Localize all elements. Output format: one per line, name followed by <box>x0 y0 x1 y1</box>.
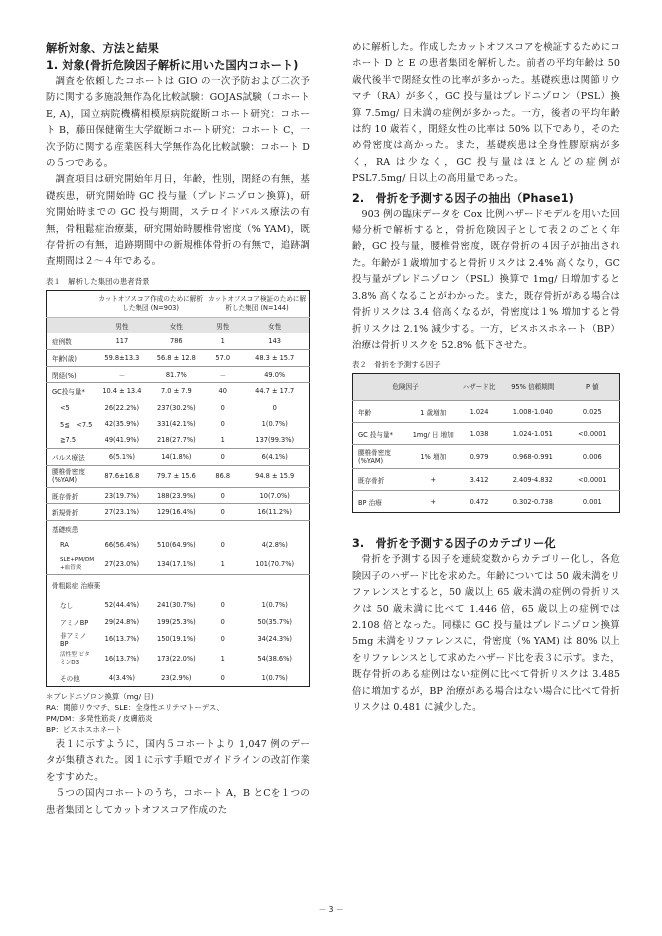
paragraph-table1-summary: 表１に示すように，国内５コホートより 1,047 例のデータが集積された。図１に示す手順でガイドラインの改訂作業をすすめた。 <box>46 738 310 783</box>
table-row: その他 4(3.4%) 23(2.9%) 0 1(0.7%) <box>60 673 288 683</box>
table1-male-header: 男性 <box>96 317 148 333</box>
table-row: 非アミノBP 16(13.7%) 150(19.1%) 0 34(24.3%) <box>60 631 292 648</box>
table-row: 既存骨折 23(19.7%) 188(23.9%) 0 10(7.0%) <box>47 487 310 504</box>
table-row: RA 66(56.4%) 510(64.9%) 0 4(2.8%) <box>60 540 288 549</box>
table2-header-hr: ハザード比 <box>458 374 500 401</box>
table2-header-ci: 95% 信頼期間 <box>500 374 566 401</box>
paragraph-categorization: 骨折を予測する因子を連続変数からカテゴリー化し，各危険因子のハザード比を求めた。年齢については 50 歳未満をリファレンスとすると，50 歳以上 65 歳未満の症例の骨折リスクは 50 歳未満に比べて 1.446 倍，65 歳以上の症例では 2.108 倍となった。同様に GC 投与量はプレドニゾロン換算 5mg 未満をリファレンスに，骨密度（% YAM) は 80% 以上をリファレンスとして求めたハザード比を表３に示す。また，既存骨折のある症例はない症例に比べて骨折リスクは 3.485 倍に増加するが，BP 治療がある場合はない場合に比べて骨折リスクは 0.481 に減少した。 <box>352 554 620 713</box>
table-row: 既存骨折 + 3.412 2.409-4.832 <0.0001 <box>353 469 620 491</box>
table1-female-header: 女性 <box>148 317 205 333</box>
table2-header-p: P 値 <box>566 374 620 401</box>
table-row: SLE+PM/DM +血管炎 27(23.0%) 134(17.1%) 1 101(70.7%) <box>60 556 295 571</box>
left-column <box>46 40 310 819</box>
table-row: 年齢(歳) 59.8±13.3 56.8 ± 12.8 57.0 48.3 ± 15.7 <box>47 350 310 367</box>
table2-header-factor: 危険因子 <box>353 374 459 401</box>
table1-patient-background <box>46 290 310 687</box>
paragraph-factor-extraction: 903 例の臨床データを Cox 比例ハザードモデルを用いた回帰分析で解析すると，骨折危険因子として表２のごとく年齢，GC 投与量，腰椎骨密度，既存骨折の４因子が抽出された。年齢が１歳増加すると骨折リスクは 2.4% 高くなり，GC 投与量がプレドニゾロン（PSL）換算で 1mg/ 日増加すると 3.8% 高くなることがわかった。また，既存骨折がある場合は骨折リスクは 3.4 倍高くなるが，骨密度は１% 増加すると骨折リスクは 2.1% 減少する。一方，ビスホスホネート（BP）治療は骨折リスクを 52.8% 低下させた。 <box>352 208 620 351</box>
table1-header-sex <box>47 317 310 333</box>
table1-male-header: 男性 <box>205 317 240 333</box>
paragraph-cohorts: 調査を依頼したコホートは GIO の一次予防および二次予防に関する多施設無作為化比較試験：GOJAS試験（コホート E, A)，国立病院機構相模原病院縦断コホート研究：コホート B，藤田保健衛生大学縦断コホート研究：コホート C，一次予防に関する産業医科大学無作為化比較試験：コホート D の５つである。 <box>46 76 310 170</box>
paragraph-continuation: めに解析した。作成したカットオフスコアを検証するためにコホート D と E の患者集団を解析した。前者の平均年齢は 50 歳代後半で閉経女性の比率が多かった。基礎疾患は関節リウマチ（RA）が多く，GC 投与量はプレドニゾロン（PSL）換算 7.5mg/ 日未満の症例が多かった。一方，後者の平均年齢は約 10 歳若く，閉経女性の比率は 50% 以下であり，そのため骨密度は高かった。また，基礎疾患は全身性膠原病が多く，RA は少なく，GC 投与量はほとんどの症例が PSL7.5mg/ 日以上の高用量であった。 <box>352 42 620 185</box>
table-row: なし 52(44.4%) 241(30.7%) 0 1(0.7%) <box>60 601 288 611</box>
page-number: － 3 － <box>318 905 344 914</box>
paragraph-cohort-groups: ５つの国内コホートのうち，コホート A，B とCを１つの患者集団としてカットオフスコア作成のた <box>46 788 310 816</box>
table1-notes: ＊プレドニゾロン換算（mg/ 日) RA：関節リウマチ、SLE：全身性エリテマトーデス、 PM/DM：多発性筋炎 / 皮膚筋炎 BP：ビスホスホネート <box>46 691 224 734</box>
table2-fracture-predictors <box>352 373 620 513</box>
table-group-header: 基礎疾患 <box>47 520 310 536</box>
table-row: アミノBP 29(24.8%) 199(25.3%) 0 50(35.7%) <box>60 617 292 627</box>
table-row: ≧7.5 49(41.9%) 218(27.7%) 1 137(99.3%) <box>60 436 295 445</box>
table2-header <box>353 374 620 401</box>
right-column <box>352 40 620 716</box>
table-row: パルス療法 6(5.1%) 14(1.8%) 0 6(4.1%) <box>47 449 310 466</box>
table-row: 新規骨折 27(23.1%) 129(16.4%) 0 16(11.2%) <box>47 504 310 521</box>
table-row: 閉経(%) － 81.7% － 49.0% <box>47 366 310 383</box>
table-row: BP 治療 + 0.472 0.302-0.738 0.001 <box>353 491 620 513</box>
table1-caption: 表１ 解析した集団の患者背景 <box>46 276 150 286</box>
table1-header-groups <box>47 290 310 317</box>
table1-group1-header: カットオフスコア作成のために解析した集団 (N=903) <box>96 290 205 317</box>
table-row: GC 投与量* 1mg/ 日 増加 1.038 1.024-1.051 <0.0001 <box>353 423 620 445</box>
table2-caption: 表２ 骨折を予測する因子 <box>352 360 441 370</box>
table1-group2-header: カットオフスコア検証のために解析した集団 (N=144) <box>205 290 309 317</box>
table-group-header: 骨粗鬆症 治療薬 <box>47 575 310 597</box>
table1-female-header: 女性 <box>240 317 309 333</box>
table-row: 活性型 ビタミンD3 16(13.7%) 173(22.0%) 1 54(38.6%) <box>60 651 292 666</box>
table-row: 腰椎骨密度 (%YAM) 87.6±16.8 79.7 ± 15.6 86.8 94.8 ± 15.9 <box>47 465 310 487</box>
paragraph-survey-items: 調査項目は研究開始年月日，年齢，性別，閉経の有無，基礎疾患，研究開始時 GC 投与量（プレドニゾロン換算)，研究開始時までの GC 投与期間，ステロイドパルス療法の有無，骨粗鬆症治療薬，研究開始時腰椎骨密度（% YAM)，既存骨折の有無，追跡期間中の新規椎体骨折の有無で，追跡調査期間は２～４年である。 <box>46 174 310 268</box>
table-row: 腰椎骨密度 (%YAM) 1% 増加 0.979 0.968-0.991 0.006 <box>353 445 620 469</box>
table-row: <5 26(22.2%) 237(30.2%) 0 0 <box>60 403 277 412</box>
table-row: 年齢 1 歳増加 1.024 1.008-1.040 0.025 <box>353 401 620 423</box>
subsection-heading-3: 3. 骨折を予測する因子のカテゴリー化 <box>352 537 556 551</box>
section-heading: 解析対象、方法と結果 <box>46 42 159 55</box>
subsection-heading-1: 1. 対象(骨折危険因子解析に用いた国内コホート) <box>46 59 299 72</box>
table-row: 症例数 117 786 1 143 <box>52 337 282 347</box>
table-row: 5≦ <7.5 42(35.9%) 331(42.1%) 0 1(0.7%) <box>60 420 288 430</box>
table-row: GC投与量* 10.4 ± 13.4 7.0 ± 7.9 40 44.7 ± 17.7 <box>47 383 310 400</box>
subsection-heading-2: 2. 骨折を予測する因子の抽出（Phase1) <box>352 191 574 205</box>
